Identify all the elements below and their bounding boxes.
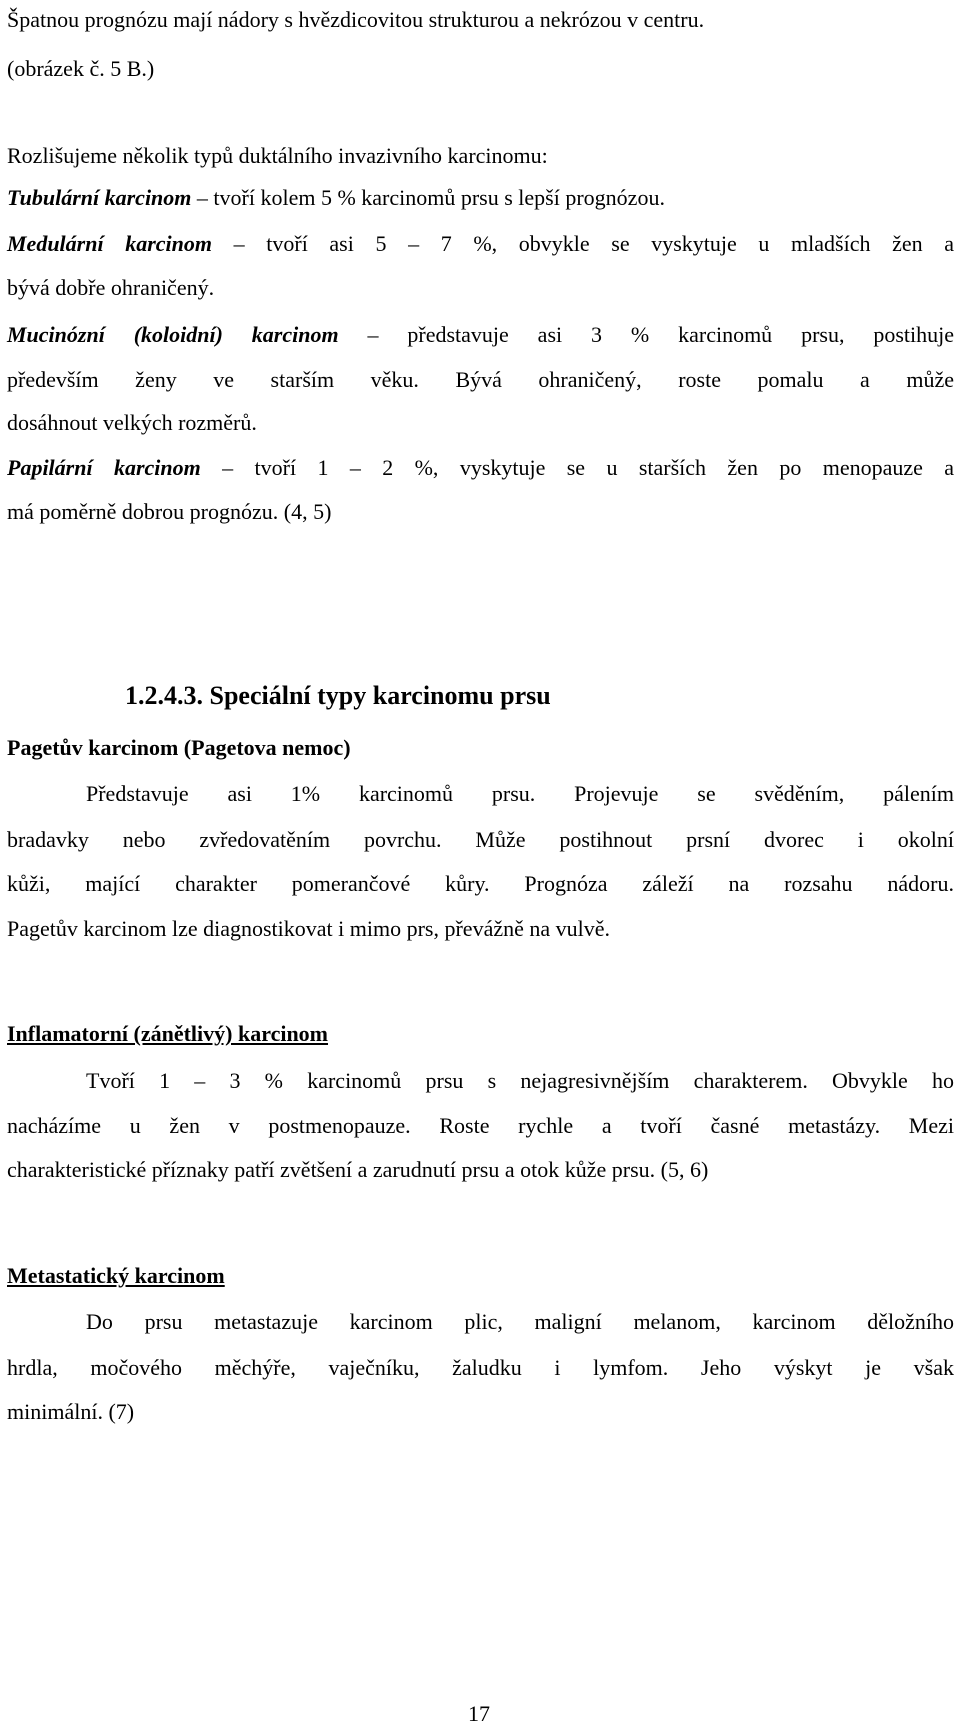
type-name: Mucinózní (koloidní) karcinom xyxy=(7,322,339,347)
paget-line-2: bradavky nebo zvředovatěním povrchu. Může postihnout prsní dvorec i okolní xyxy=(7,827,954,852)
type-description: tvoří 1 – 2 %, vyskytuje se u starších žen po menopauze a xyxy=(254,455,955,480)
paget-line-3: kůži, mající charakter pomerančové kůry. Prognóza záleží na rozsahu nádoru. xyxy=(7,871,954,896)
type-description: tvoří kolem 5 % karcinomů prsu s lepší prognózou. xyxy=(213,185,665,210)
type-mucinous: Mucinózní (koloidní) karcinom – představuje asi 3 % karcinomů prsu, postihuje xyxy=(7,322,954,347)
intro-line-1: Špatnou prognózu mají nádory s hvězdicovitou strukturou a nekrózou v centru. xyxy=(7,7,705,32)
paget-title: Pagetův karcinom (Pagetova nemoc) xyxy=(7,735,351,760)
type-name: Tubulární karcinom xyxy=(7,185,192,210)
type-papillary: Papilární karcinom – tvoří 1 – 2 %, vyskytuje se u starších žen po menopauze a xyxy=(7,455,955,480)
intro-line-2: (obrázek č. 5 B.) xyxy=(7,56,155,81)
paget-line-1: Představuje asi 1% karcinomů prsu. Projevuje se svěděním, pálením xyxy=(86,781,954,806)
metastatic-line-1: Do prsu metastazuje karcinom plic, maligní melanom, karcinom děložního xyxy=(86,1309,954,1334)
type-medullary-cont: bývá dobře ohraničený. xyxy=(7,275,215,300)
type-name: Papilární karcinom xyxy=(7,455,201,480)
inflammatory-title: Inflamatorní (zánětlivý) karcinom xyxy=(7,1021,329,1046)
type-tubular: Tubulární karcinom – tvoří kolem 5 % karcinomů prsu s lepší prognózou. xyxy=(7,185,665,210)
inflammatory-line-3: charakteristické příznaky patří zvětšení a zarudnutí prsu a otok kůže prsu. (5, 6) xyxy=(7,1157,709,1182)
inflammatory-line-2: nacházíme u žen v postmenopauze. Roste rychle a tvoří časné metastázy. Mezi xyxy=(7,1113,954,1138)
page-number: 17 xyxy=(468,1701,490,1726)
type-mucinous-cont-2: dosáhnout velkých rozměrů. xyxy=(7,410,257,435)
type-description: představuje asi 3 % karcinomů prsu, postihuje xyxy=(407,322,954,347)
type-mucinous-cont-1: především ženy ve starším věku. Bývá ohraničený, roste pomalu a může xyxy=(7,367,954,392)
type-description: tvoří asi 5 – 7 %, obvykle se vyskytuje u mladších žen a xyxy=(266,231,955,256)
type-papillary-cont: má poměrně dobrou prognózu. (4, 5) xyxy=(7,499,332,524)
metastatic-title: Metastatický karcinom xyxy=(7,1263,225,1288)
types-intro: Rozlišujeme několik typů duktálního invazivního karcinomu: xyxy=(7,143,548,168)
paget-line-4: Pagetův karcinom lze diagnostikovat i mimo prs, převážně na vulvě. xyxy=(7,916,611,941)
section-title: 1.2.4.3. Speciální typy karcinomu prsu xyxy=(125,681,551,710)
type-name: Medulární karcinom xyxy=(7,231,212,256)
metastatic-line-2: hrdla, močového měchýře, vaječníku, žaludku i lymfom. Jeho výskyt je však xyxy=(7,1355,954,1380)
inflammatory-line-1: Tvoří 1 – 3 % karcinomů prsu s nejagresivnějším charakterem. Obvykle ho xyxy=(86,1068,954,1093)
type-medullary: Medulární karcinom – tvoří asi 5 – 7 %, obvykle se vyskytuje u mladších žen a xyxy=(7,231,955,256)
metastatic-line-3: minimální. (7) xyxy=(7,1399,135,1424)
